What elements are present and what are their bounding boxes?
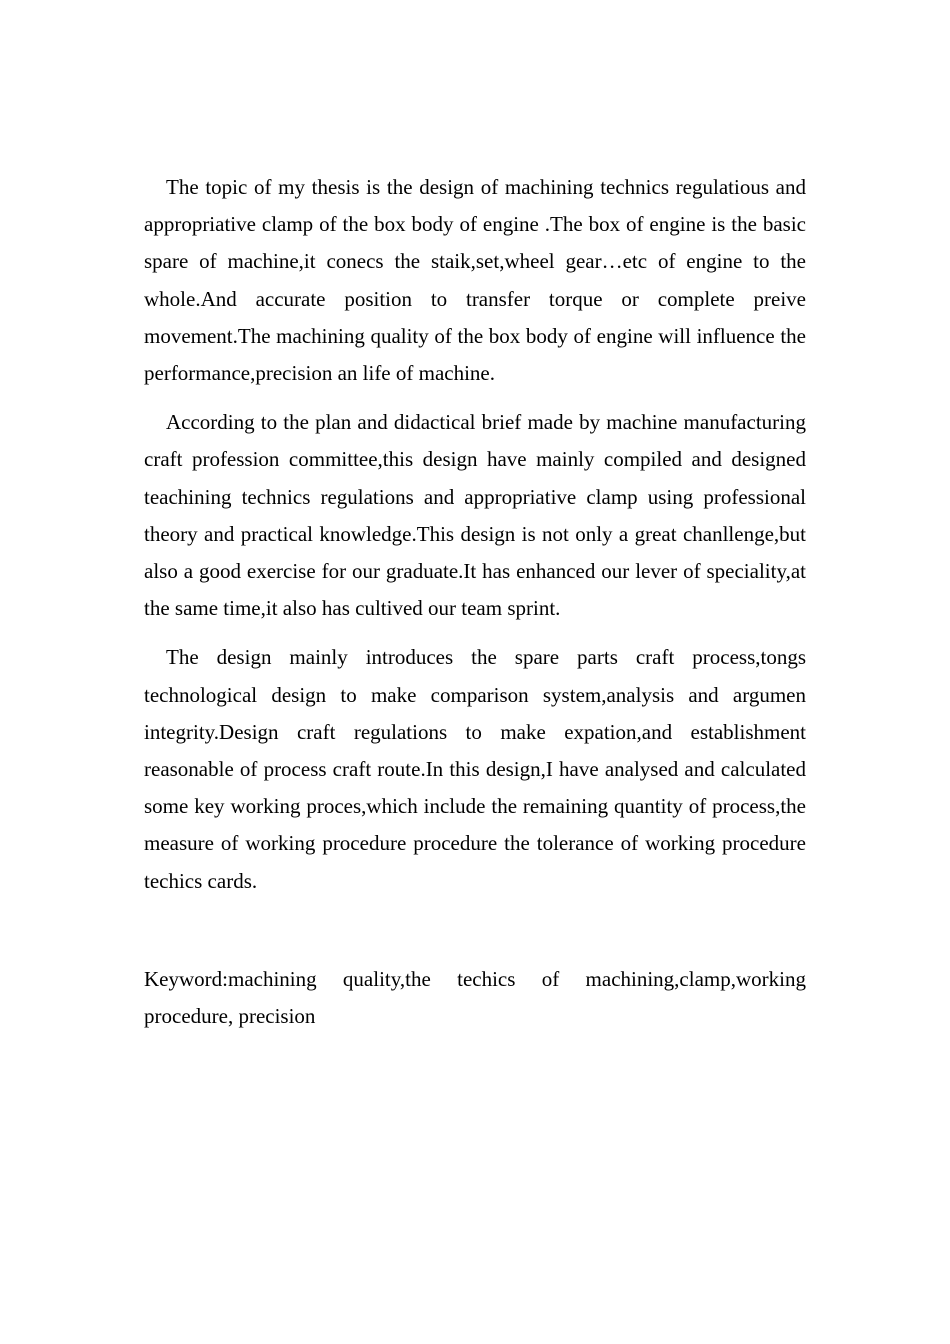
- keywords-line: Keyword:machining quality,the techics of machining,clamp,working procedure, precision: [144, 966, 806, 1029]
- abstract-paragraph-1: The topic of my thesis is the design of machining technics regulatious and appropriative clamp of the box body of engine .The box of engine is the basic spare of machine,it conecs the staik,set,wheel gear…etc of engine to the whole.And accurate position to transfer torque or complete preive movement.The machining quality of the box body of engine will influence the performance,precision an life of machine.: [144, 175, 806, 386]
- abstract-body: [144, 169, 806, 1035]
- abstract-paragraph-2: According to the plan and didactical brief made by machine manufacturing craft profession committee,this design have mainly compiled and designed teachining technics regulations and appropriative clamp using professional theory and practical knowledge.This design is not only a great chanllenge,but also a good exercise for our graduate.It has enhanced our lever of speciality,at the same time,it also has cultived our team sprint.: [144, 410, 806, 621]
- abstract-paragraph-3: The design mainly introduces the spare parts craft process,tongs technological design to make comparison system,analysis and argumen integrity.Design craft regulations to make expation,and establishment reasonable of process craft route.In this design,I have analysed and calculated some key working proces,which include the remaining quantity of process,the measure of working procedure procedure the tolerance of working procedure techics cards.: [144, 645, 806, 893]
